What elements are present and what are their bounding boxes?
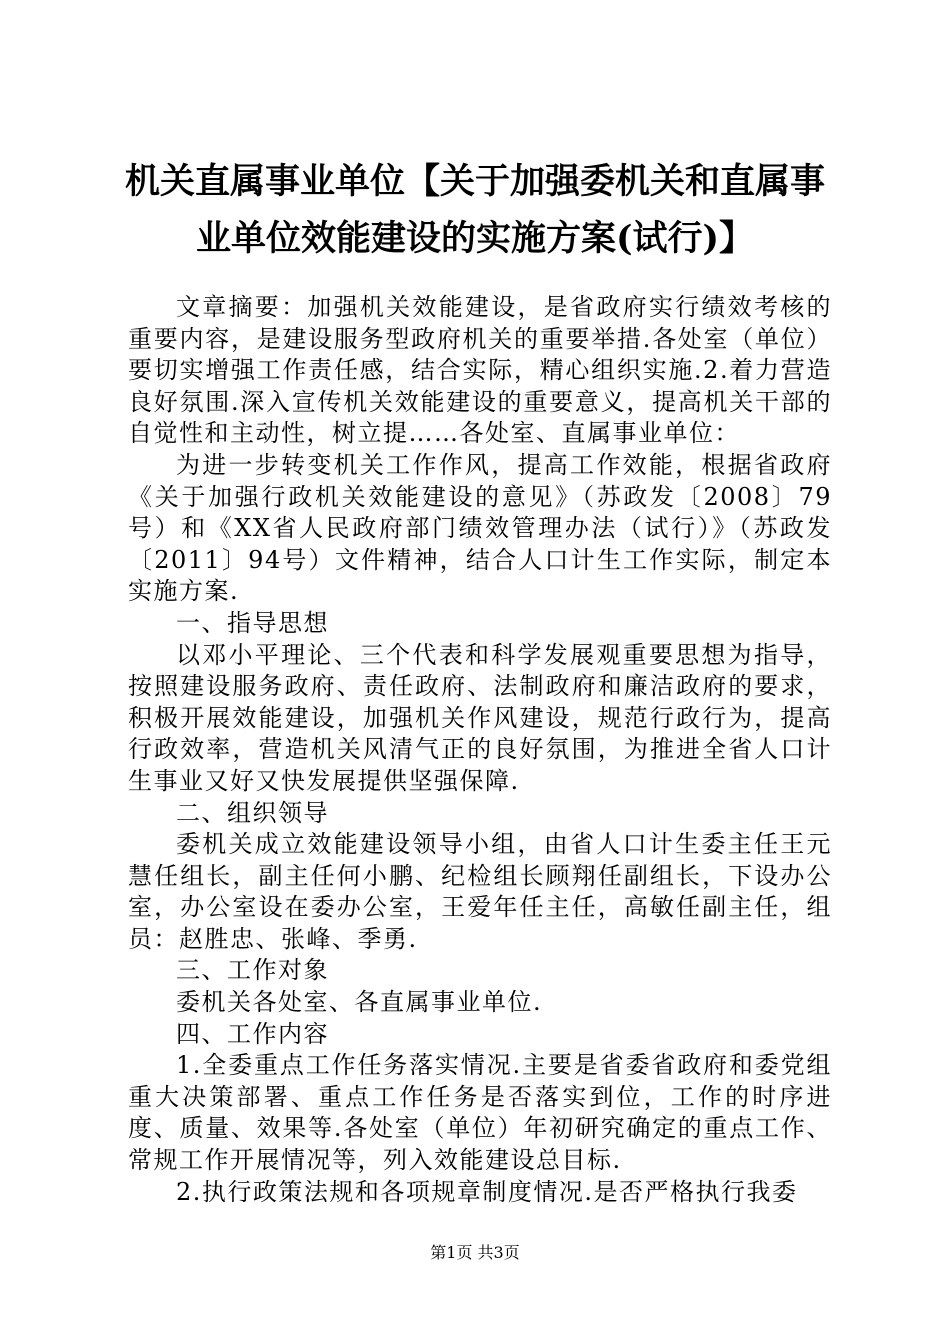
paragraph-item-1: 1.全委重点工作任务落实情况.主要是省委省政府和委党组重大决策部署、重点工作任务是否落实到位，工作的时序进度、质量、效果等.各处室（单位）年初研究确定的重点工作、常规工作开展情况等，列入效能建设总目标. [128, 1051, 832, 1175]
paragraph-intro: 为进一步转变机关工作作风，提高工作效能，根据省政府《关于加强行政机关效能建设的意见》（苏政发〔2008〕79号）和《XX省人民政府部门绩效管理办法（试行）》（苏政发〔2011〕94号）文件精神，结合人口计生工作实际，制定本实施方案. [128, 450, 832, 606]
section-heading-2: 二、组织领导 [176, 798, 329, 827]
paragraph-work-target: 委机关各处室、各直属事业单位. [176, 988, 543, 1017]
paragraph-guiding-thought: 以邓小平理论、三个代表和科学发展观重要思想为指导，按照建设服务政府、责任政府、法制政府和廉洁政府的要求，积极开展效能建设，加强机关作风建设，规范行政行为，提高行政效率，营造机关风清气正的良好氛围，为推进全省人口计生事业又好又快发展提供坚强保障. [128, 640, 832, 795]
section-heading-4: 四、工作内容 [176, 1019, 329, 1048]
document-body [128, 292, 832, 1208]
section-heading-1: 一、指导思想 [176, 608, 329, 637]
section-heading-3: 三、工作对象 [176, 956, 329, 985]
page-number-footer: 第1页 共3页 [430, 1243, 520, 1262]
document-title-line-2: 业单位效能建设的实施方案(试行)】 [195, 218, 755, 259]
paragraph-item-2: 2.执行政策法规和各项规章制度情况.是否严格执行我委 [176, 1177, 798, 1206]
paragraph-organization: 委机关成立效能建设领导小组，由省人口计生委主任王元慧任组长，副主任何小鹏、纪检组长顾翔任副组长，下设办公室，办公室设在委办公室，王爱年任主任，高敏任副主任，组员：赵胜忠、张峰、季勇. [128, 830, 832, 953]
paragraph-abstract: 文章摘要：加强机关效能建设，是省政府实行绩效考核的重要内容，是建设服务型政府机关的重要举措.各处室（单位）要切实增强工作责任感，结合实际，精心组织实施.2.着力营造良好氛围.深入宣传机关效能建设的重要意义，提高机关干部的自觉性和主动性，树立提……各处室、直属事业单位： [128, 293, 832, 448]
document-title-line-1: 机关直属事业单位【关于加强委机关和直属事 [124, 161, 825, 202]
